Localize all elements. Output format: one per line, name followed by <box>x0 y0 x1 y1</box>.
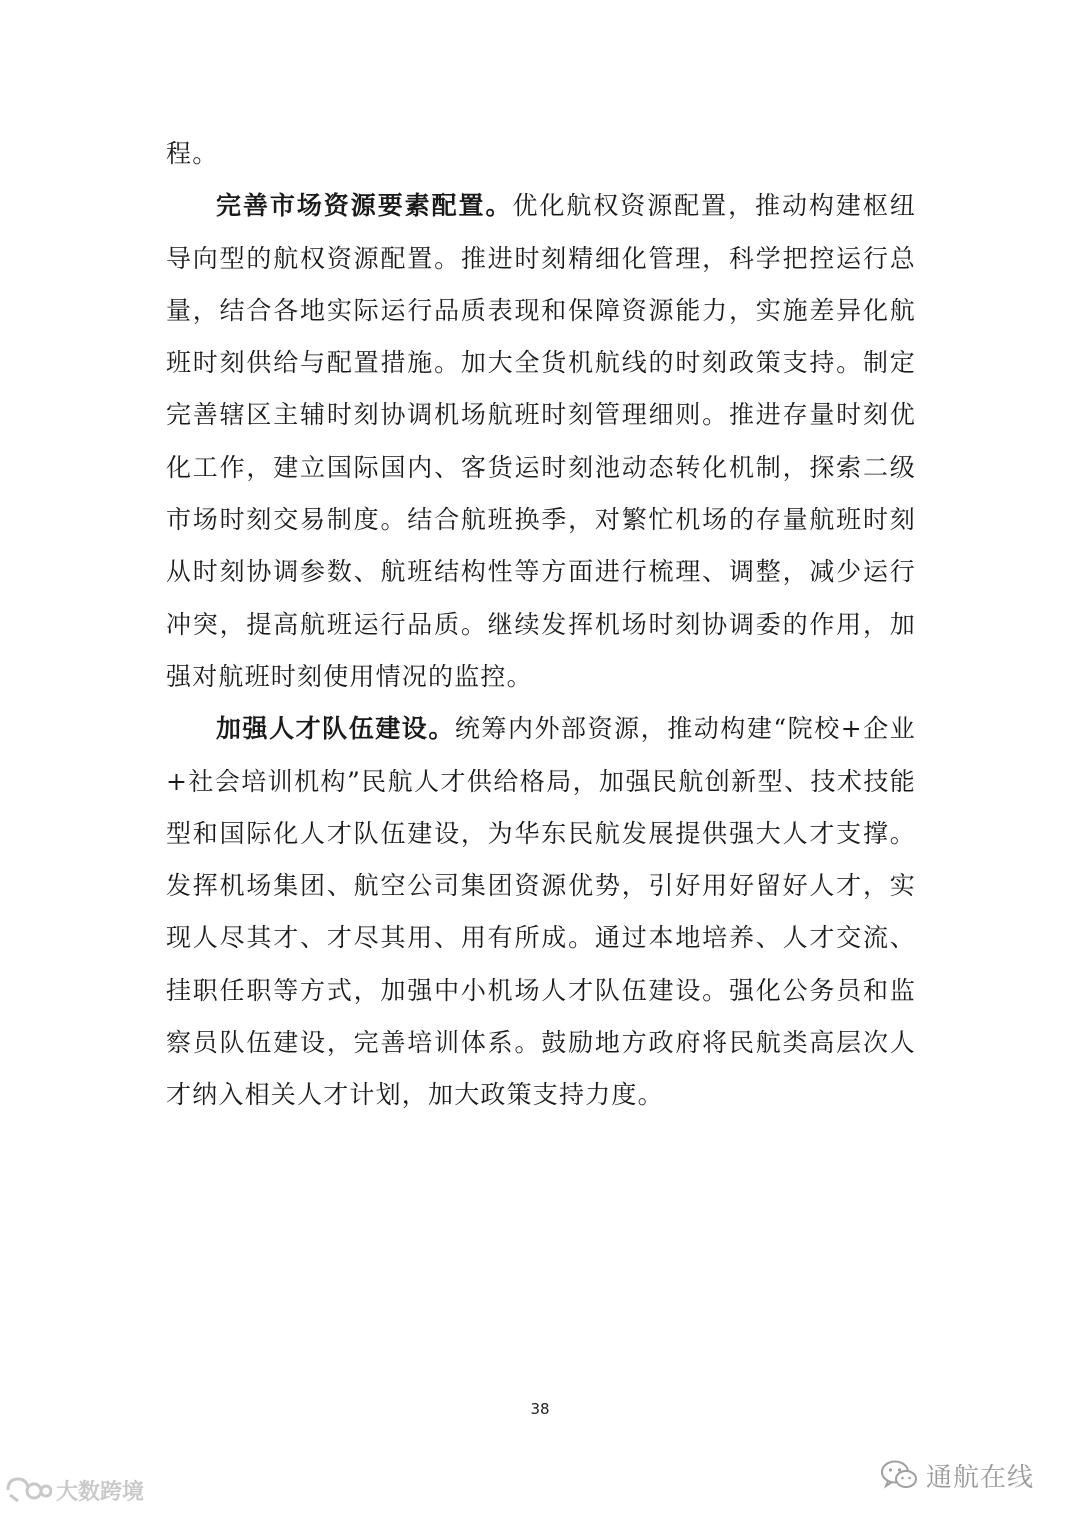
page-number: 38 <box>530 1400 550 1418</box>
paragraph-continuation <box>166 128 916 180</box>
paragraph-heading: 加强人才队伍建设。 <box>216 714 455 744</box>
paragraph-market-resources <box>166 180 916 703</box>
logo-icon <box>4 1475 52 1505</box>
watermark-right-text: 通航在线 <box>926 1462 1035 1493</box>
paragraph-heading: 完善市场资源要素配置。 <box>216 191 513 221</box>
paragraph-text: 程。 <box>166 139 219 168</box>
watermark-left <box>4 1472 144 1508</box>
paragraph-text: 优化航权资源配置，推动构建枢纽导向型的航权资源配置。推进时刻精细化管理，科学把控运行总量，结合各地实际运行品质表现和保障资源能力，实施差异化航班时刻供给与配置措施。加大全货机航线的时刻政策支持。制定完善辖区主辅时刻协调机场航班时刻管理细则。推进存量时刻优化工作，建立国际国内、客货运时刻池动态转化机制，探索二级市场时刻交易制度。结合航班换季，对繁忙机场的存量航班时刻从时刻协调参数、航班结构性等方面进行梳理、调整，减少运行冲突，提高航班运行品质。继续发挥机场时刻协调委的作用，加强对航班时刻使用情况的监控。 <box>166 191 916 691</box>
body-text <box>166 128 916 1122</box>
paragraph-text: 统筹内外部资源，推动构建“院校+企业+社会培训机构”民航人才供给格局，加强民航创新型、技术技能型和国际化人才队伍建设，为华东民航发展提供强大人才支撑。发挥机场集团、航空公司集团资源优势，引好用好留好人才，实现人尽其才、才尽其用、用有所成。通过本地培养、人才交流、挂职任职等方式，加强中小机场人才队伍建设。强化公务员和监察员队伍建设，完善培训体系。鼓励地方政府将民航类高层次人才纳入相关人才计划，加大政策支持力度。 <box>166 714 916 1110</box>
wechat-icon <box>880 1459 918 1491</box>
watermark-right <box>880 1455 1034 1495</box>
paragraph-talent-team <box>166 703 916 1121</box>
watermark-left-text: 大数跨境 <box>56 1479 145 1505</box>
